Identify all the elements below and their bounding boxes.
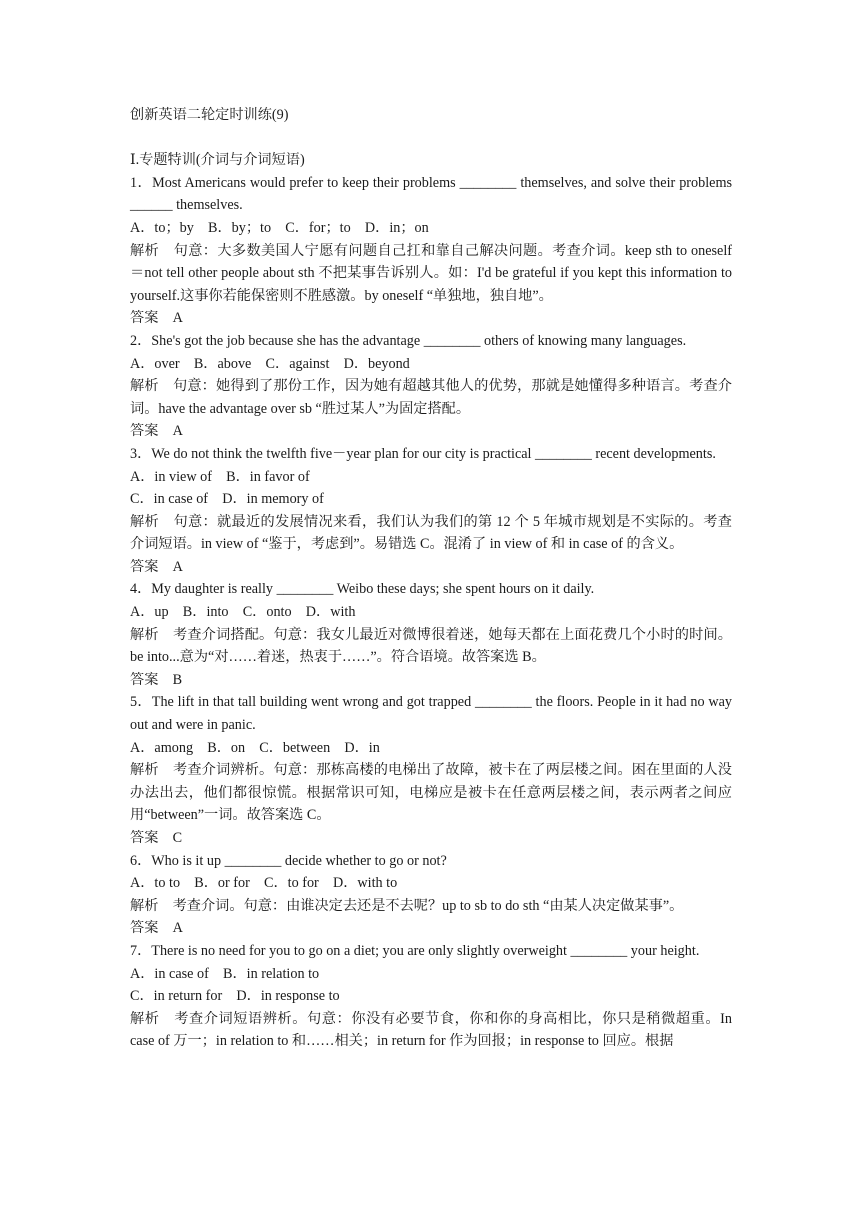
document-title: 创新英语二轮定时训练(9) — [130, 107, 289, 123]
question-stem: 1．Most Americans would prefer to keep their problems ________ themselves, and solve their problems ______ themselves. — [130, 174, 732, 214]
question-analysis: 解析 句意：就最近的发展情况来看，我们认为我们的第 12 个 5 年城市规划是不实际的。考查介词短语。in view of “鉴于，考虑到”。易错选 C。混淆了 in view of 和 in case of 的含义。 — [130, 513, 732, 553]
question-options: A．over B．above C．against D．beyond — [130, 355, 410, 372]
section-heading: Ⅰ.专题特训(介词与介词短语) — [130, 152, 305, 169]
question-stem: 4．My daughter is really ________ Weibo these days; she spent hours on it daily. — [130, 581, 595, 598]
question-options: A．among B．on C．between D．in — [130, 739, 380, 756]
question-options: A．in case of B．in relation to — [130, 965, 320, 982]
question-answer: 答案 A — [130, 423, 183, 440]
question-options: A．in view of B．in favor of — [130, 468, 310, 485]
question-answer: 答案 A — [130, 920, 183, 937]
question-options: A．to；by B．by；to C．for；to D．in；on — [130, 219, 429, 236]
question-stem: 6．Who is it up ________ decide whether to go or not? — [130, 852, 447, 869]
question-analysis: 解析 考查介词辨析。句意：那栋高楼的电梯出了故障，被卡在了两层楼之间。困在里面的人没办法出去，他们都很惊慌。根据常识可知，电梯应是被卡在任意两层楼之间，表示两者之间应用“between”一词。故答案选 C。 — [130, 762, 732, 824]
question-stem: 7．There is no need for you to go on a diet; you are only slightly overweight ________ your height. — [130, 942, 700, 959]
question-analysis: 解析 考查介词短语辨析。句意：你没有必要节食，你和你的身高相比，你只是稍微超重。In case of 万一；in relation to 和……相关；in return for 作为回报；in response to 回应。根据 — [130, 1010, 732, 1050]
question-answer: 答案 B — [130, 671, 183, 688]
question-stem: 2．She's got the job because she has the advantage ________ others of knowing many languages. — [130, 332, 687, 349]
question-options: A．up B．into C．onto D．with — [130, 604, 356, 621]
question-stem: 5．The lift in that tall building went wrong and got trapped ________ the floors. People in it had no way out and were in panic. — [130, 694, 732, 734]
question-options: C．in return for D．in response to — [130, 988, 340, 1005]
question-stem: 3．We do not think the twelfth five－year plan for our city is practical ________ recent developments. — [130, 445, 716, 462]
question-analysis: 解析 考查介词搭配。句意：我女儿最近对微博很着迷，她每天都在上面花费几个小时的时间。be into...意为“对……着迷，热衷于……”。符合语境。故答案选 B。 — [130, 626, 732, 666]
question-analysis: 解析 考查介词。句意：由谁决定去还是不去呢？up to sb to do sth “由某人决定做某事”。 — [130, 897, 684, 914]
question-answer: 答案 A — [130, 310, 183, 327]
question-options: C．in case of D．in memory of — [130, 491, 324, 508]
question-analysis: 解析 句意：她得到了那份工作，因为她有超越其他人的优势，那就是她懂得多种语言。考查介词。have the advantage over sb “胜过某人”为固定搭配。 — [130, 378, 732, 417]
document-page — [130, 104, 732, 1053]
question-analysis: 解析 句意：大多数美国人宁愿有问题自己扛和靠自己解决问题。考查介词。keep sth to oneself＝not tell other people about sth 不把某事告诉别人。如：I'd be grateful if you kept this information to yourself.这事你若能保密则不胜感激。by oneself “单独地，独自地”。 — [130, 242, 732, 304]
question-answer: 答案 A — [130, 558, 183, 575]
question-answer: 答案 C — [130, 830, 183, 846]
question-options: A．to to B．or for C．to for D．with to — [130, 875, 398, 892]
